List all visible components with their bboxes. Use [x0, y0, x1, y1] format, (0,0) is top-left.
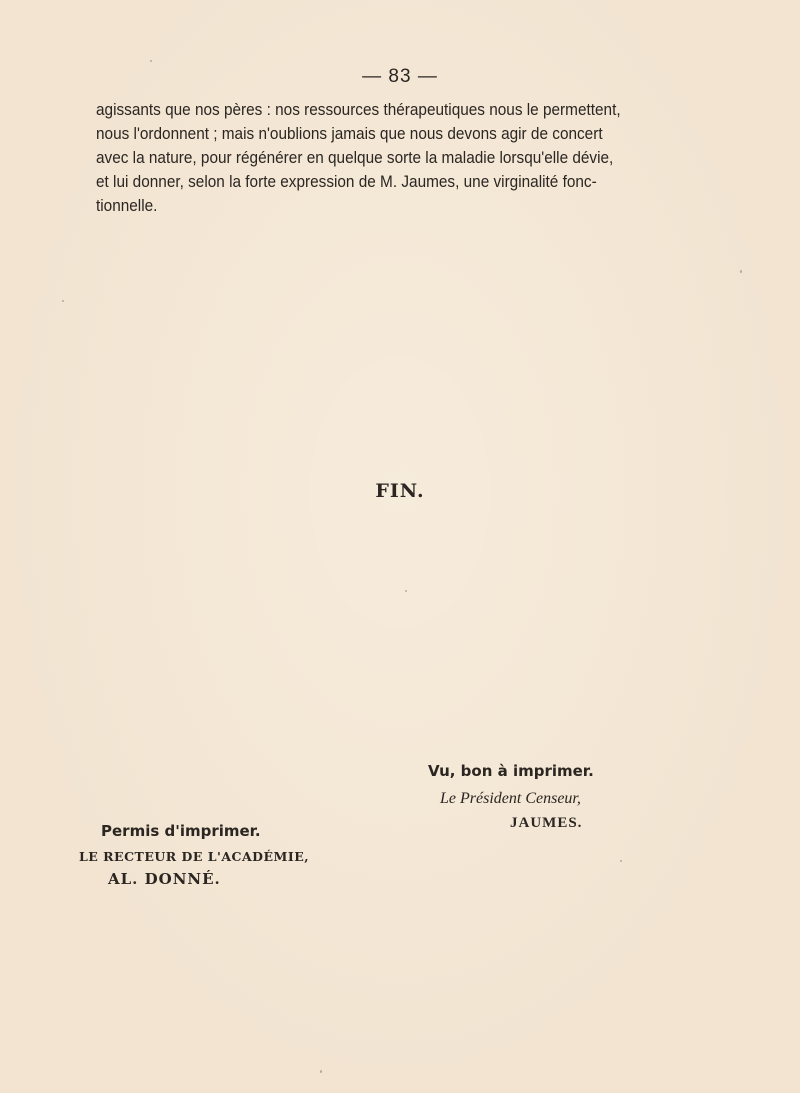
fin-heading: FIN. — [375, 480, 425, 502]
recteur-name: AL. DONNÉ. — [108, 870, 221, 888]
paper-speck — [405, 590, 407, 592]
censeur-title: Le Président Censeur, — [440, 790, 581, 807]
paper-speck — [150, 60, 152, 62]
body-line: nous l'ordonnent ; mais n'oublions jamais que nous devons agir de concert — [96, 125, 603, 143]
paper-speck — [320, 1070, 322, 1073]
body-line: agissants que nos pères : nos ressources thérapeutiques nous le permettent, — [96, 101, 621, 119]
body-line: tionnelle. — [96, 197, 158, 215]
paper-speck — [740, 270, 742, 273]
page-number: — 83 — — [362, 66, 438, 87]
body-line: avec la nature, pour régénérer en quelque sorte la maladie lorsqu'elle dévie, — [96, 149, 614, 167]
paper-speck — [620, 860, 622, 862]
body-paragraph — [96, 98, 621, 218]
recteur-title: LE RECTEUR DE L'ACADÉMIE, — [79, 849, 310, 864]
paper-speck — [62, 300, 64, 302]
permission-line: Permis d'imprimer. — [101, 822, 261, 840]
censeur-name: JAUMES. — [510, 815, 583, 831]
body-line: et lui donner, selon la forte expression de M. Jaumes, une virginalité fonc- — [96, 173, 597, 191]
approval-line: Vu, bon à imprimer. — [428, 762, 594, 780]
